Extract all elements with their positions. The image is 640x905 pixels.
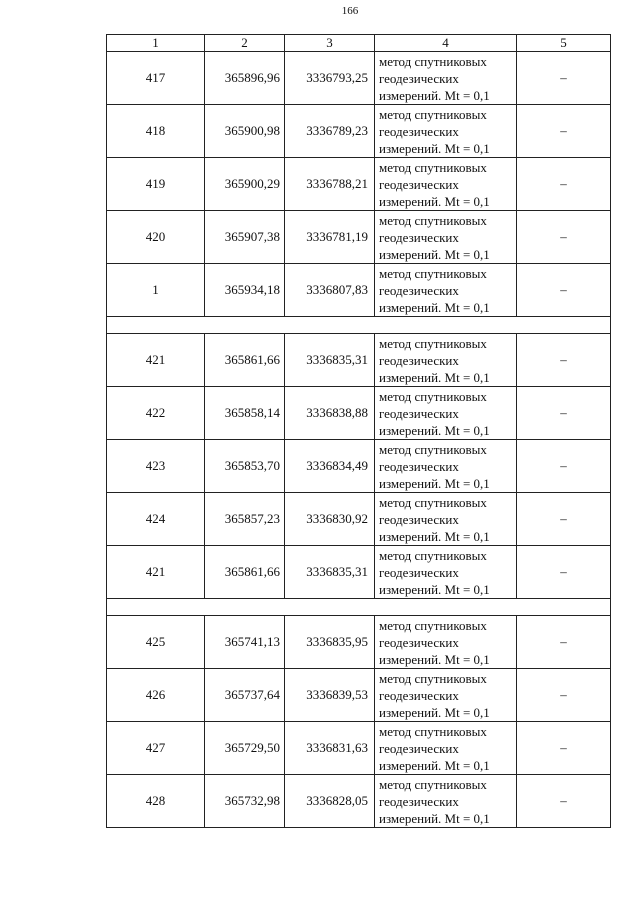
x-coordinate-cell: 365861,66 [205, 334, 285, 387]
method-line: геодезических [379, 123, 459, 139]
header-row [107, 35, 611, 52]
note-cell: – [517, 775, 611, 828]
method-line: метод спутниковых [379, 265, 487, 281]
note-cell: – [517, 211, 611, 264]
note-cell: – [517, 158, 611, 211]
x-coordinate-cell: 365896,96 [205, 52, 285, 105]
table-row [107, 334, 611, 387]
y-coordinate-cell: 3336838,88 [285, 387, 375, 440]
table-row [107, 775, 611, 828]
x-coordinate-cell: 365729,50 [205, 722, 285, 775]
y-coordinate-cell: 3336839,53 [285, 669, 375, 722]
note-cell: – [517, 616, 611, 669]
x-coordinate-cell: 365934,18 [205, 264, 285, 317]
table-row [107, 616, 611, 669]
separator-cell [107, 599, 611, 616]
point-number-cell: 421 [107, 546, 205, 599]
point-number-cell: 423 [107, 440, 205, 493]
method-line: метод спутниковых [379, 53, 487, 69]
method-cell [375, 440, 517, 493]
note-cell: – [517, 105, 611, 158]
point-number-cell: 1 [107, 264, 205, 317]
method-line: метод спутниковых [379, 388, 487, 404]
point-number-cell: 417 [107, 52, 205, 105]
y-coordinate-cell: 3336828,05 [285, 775, 375, 828]
page-number: 166 [341, 5, 359, 17]
table-row [107, 546, 611, 599]
method-line: геодезических [379, 229, 459, 245]
point-number-cell: 424 [107, 493, 205, 546]
header-col-3: 3 [285, 35, 375, 52]
x-coordinate-cell: 365900,29 [205, 158, 285, 211]
table-row [107, 722, 611, 775]
table-row [107, 211, 611, 264]
method-line: измерений. Mt = 0,1 [379, 299, 490, 315]
point-number-cell: 418 [107, 105, 205, 158]
method-cell [375, 493, 517, 546]
method-cell [375, 722, 517, 775]
method-line: измерений. Mt = 0,1 [379, 475, 490, 491]
note-cell: – [517, 722, 611, 775]
method-cell [375, 264, 517, 317]
method-line: геодезических [379, 564, 459, 580]
method-cell [375, 211, 517, 264]
method-line: метод спутниковых [379, 335, 487, 351]
method-line: метод спутниковых [379, 547, 487, 563]
method-cell [375, 387, 517, 440]
point-number-cell: 425 [107, 616, 205, 669]
y-coordinate-cell: 3336835,95 [285, 616, 375, 669]
method-line: измерений. Mt = 0,1 [379, 581, 490, 597]
y-coordinate-cell: 3336831,63 [285, 722, 375, 775]
method-line: измерений. Mt = 0,1 [379, 140, 490, 156]
y-coordinate-cell: 3336793,25 [285, 52, 375, 105]
coordinates-table-body [107, 35, 611, 828]
table-row [107, 440, 611, 493]
method-cell [375, 52, 517, 105]
x-coordinate-cell: 365741,13 [205, 616, 285, 669]
method-cell [375, 775, 517, 828]
note-cell: – [517, 334, 611, 387]
header-col-4: 4 [375, 35, 517, 52]
method-line: измерений. Mt = 0,1 [379, 704, 490, 720]
x-coordinate-cell: 365857,23 [205, 493, 285, 546]
table-row [107, 264, 611, 317]
method-line: измерений. Mt = 0,1 [379, 651, 490, 667]
method-line: геодезических [379, 634, 459, 650]
separator-cell [107, 317, 611, 334]
x-coordinate-cell: 365732,98 [205, 775, 285, 828]
x-coordinate-cell: 365858,14 [205, 387, 285, 440]
point-number-cell: 419 [107, 158, 205, 211]
table-row [107, 158, 611, 211]
method-line: метод спутниковых [379, 212, 487, 228]
method-line: геодезических [379, 176, 459, 192]
header-col-1: 1 [107, 35, 205, 52]
x-coordinate-cell: 365907,38 [205, 211, 285, 264]
method-line: геодезических [379, 282, 459, 298]
method-line: геодезических [379, 458, 459, 474]
group-separator [107, 317, 611, 334]
y-coordinate-cell: 3336834,49 [285, 440, 375, 493]
point-number-cell: 422 [107, 387, 205, 440]
method-line: измерений. Mt = 0,1 [379, 810, 490, 826]
table-row [107, 669, 611, 722]
method-line: геодезических [379, 740, 459, 756]
x-coordinate-cell: 365853,70 [205, 440, 285, 493]
y-coordinate-cell: 3336807,83 [285, 264, 375, 317]
method-cell [375, 669, 517, 722]
method-line: метод спутниковых [379, 617, 487, 633]
table-row [107, 387, 611, 440]
y-coordinate-cell: 3336781,19 [285, 211, 375, 264]
x-coordinate-cell: 365737,64 [205, 669, 285, 722]
point-number-cell: 420 [107, 211, 205, 264]
method-line: измерений. Mt = 0,1 [379, 193, 490, 209]
method-line: метод спутниковых [379, 670, 487, 686]
method-line: метод спутниковых [379, 159, 487, 175]
y-coordinate-cell: 3336788,21 [285, 158, 375, 211]
note-cell: – [517, 52, 611, 105]
x-coordinate-cell: 365861,66 [205, 546, 285, 599]
y-coordinate-cell: 3336835,31 [285, 546, 375, 599]
table-row [107, 52, 611, 105]
method-line: геодезических [379, 405, 459, 421]
method-line: метод спутниковых [379, 106, 487, 122]
point-number-cell: 427 [107, 722, 205, 775]
method-line: метод спутниковых [379, 776, 487, 792]
method-cell [375, 334, 517, 387]
method-line: геодезических [379, 352, 459, 368]
method-cell [375, 158, 517, 211]
method-line: измерений. Mt = 0,1 [379, 369, 490, 385]
header-col-5: 5 [517, 35, 611, 52]
point-number-cell: 426 [107, 669, 205, 722]
group-separator [107, 599, 611, 616]
note-cell: – [517, 387, 611, 440]
method-line: геодезических [379, 687, 459, 703]
method-cell [375, 546, 517, 599]
point-number-cell: 421 [107, 334, 205, 387]
method-line: геодезических [379, 793, 459, 809]
method-line: измерений. Mt = 0,1 [379, 422, 490, 438]
note-cell: – [517, 493, 611, 546]
header-col-2: 2 [205, 35, 285, 52]
method-cell [375, 105, 517, 158]
y-coordinate-cell: 3336835,31 [285, 334, 375, 387]
y-coordinate-cell: 3336830,92 [285, 493, 375, 546]
method-line: метод спутниковых [379, 494, 487, 510]
table-row [107, 105, 611, 158]
note-cell: – [517, 264, 611, 317]
method-line: метод спутниковых [379, 441, 487, 457]
note-cell: – [517, 669, 611, 722]
table-row [107, 493, 611, 546]
y-coordinate-cell: 3336789,23 [285, 105, 375, 158]
method-line: метод спутниковых [379, 723, 487, 739]
method-line: измерений. Mt = 0,1 [379, 246, 490, 262]
method-line: геодезических [379, 70, 459, 86]
note-cell: – [517, 440, 611, 493]
method-line: геодезических [379, 511, 459, 527]
method-line: измерений. Mt = 0,1 [379, 757, 490, 773]
method-cell [375, 616, 517, 669]
method-line: измерений. Mt = 0,1 [379, 528, 490, 544]
point-number-cell: 428 [107, 775, 205, 828]
method-line: измерений. Mt = 0,1 [379, 87, 490, 103]
coordinates-table [106, 34, 611, 828]
x-coordinate-cell: 365900,98 [205, 105, 285, 158]
note-cell: – [517, 546, 611, 599]
